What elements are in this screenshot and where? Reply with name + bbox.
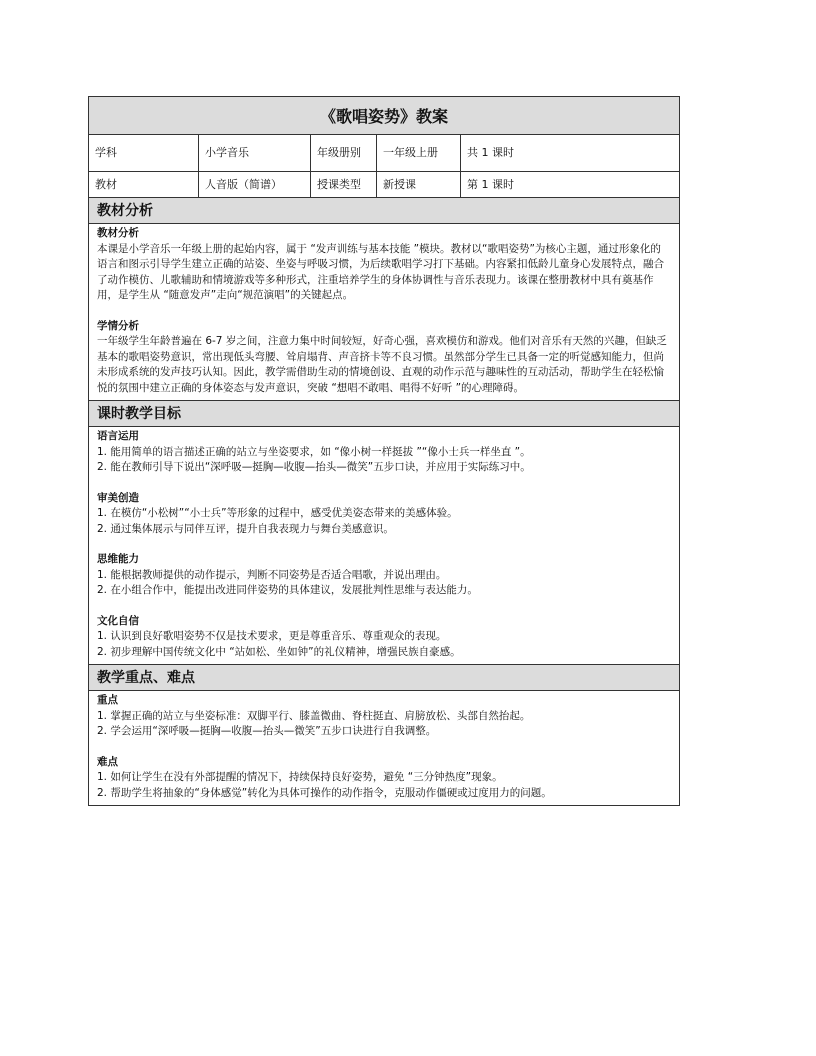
list-item: 1. 能用简单的语言描述正确的站立与坐姿要求，如 “像小树一样挺拔 ”“像小士兵一样坐直 ”。 bbox=[97, 445, 531, 458]
subheading: 文化自信 bbox=[97, 614, 139, 627]
info-row-1 bbox=[89, 135, 679, 172]
subject-label: 学科 bbox=[89, 135, 199, 171]
list-item: 1. 如何让学生在没有外部提醒的情况下，持续保持良好姿势，避免 “三分钟热度”现象。 bbox=[97, 771, 503, 783]
paragraph: 一年级学生年龄普遍在 6-7 岁之间，注意力集中时间较短，好奇心强，喜欢模仿和游戏。他们对音乐有天然的兴趣，但缺乏基本的歌唱姿势意识，常出现低头弯腰、耸肩塌背、声音挤卡等不良习惯。虽然部分学生已具备一定的听觉感知能力，但尚未形成系统的发声技巧认知。因此，教学需借助生动的情境创设、直观的动作示范与趣味性的互动活动，帮助学生在轻松愉悦的氛围中建立正确的身体姿态与发声意识，突破 “想唱不敢唱、唱得不好听 ”的心理障碍。 bbox=[97, 335, 667, 394]
lesson-type-value: 新授课 bbox=[377, 172, 461, 197]
section-heading-objectives: 课时教学目标 bbox=[89, 401, 679, 427]
subject-value: 小学音乐 bbox=[199, 135, 311, 171]
subheading: 学情分析 bbox=[97, 319, 139, 332]
list-item: 1. 在模仿“小松树”“小士兵”等形象的过程中，感受优美姿态带来的美感体验。 bbox=[97, 507, 458, 519]
list-item: 1. 掌握正确的站立与坐姿标准：双脚平行、膝盖微曲、脊柱挺直、肩膀放松、头部自然抬起。 bbox=[97, 709, 531, 722]
textbook-label: 教材 bbox=[89, 172, 199, 197]
lesson-type-label: 授课类型 bbox=[311, 172, 377, 197]
list-item: 2. 帮助学生将抽象的“身体感觉”转化为具体可操作的动作指令，克服动作僵硬或过度用力的问题。 bbox=[97, 786, 552, 799]
section-heading-key-points: 教学重点、难点 bbox=[89, 665, 679, 691]
section-body-analysis bbox=[89, 224, 679, 401]
section-body-objectives bbox=[89, 427, 679, 665]
list-item: 2. 通过集体展示与同伴互评，提升自我表现力与舞台美感意识。 bbox=[97, 522, 394, 535]
paragraph: 本课是小学音乐一年级上册的起始内容，属于 “发声训练与基本技能 ”模块。教材以“歌唱姿势”为核心主题，通过形象化的语言和图示引导学生建立正确的站姿、坐姿与呼吸习惯，为后续歌唱学习打下基础。内容紧扣低龄儿童身心发展特点，融合了动作模仿、儿歌辅助和情境游戏等多种形式，注重培养学生的身体协调性与音乐表现力。该课在整册教材中具有奠基作用，是学生从 “随意发声”走向“规范演唱”的关键起点。 bbox=[97, 242, 664, 301]
subheading: 审美创造 bbox=[97, 491, 139, 504]
section-heading-analysis: 教材分析 bbox=[89, 198, 679, 224]
list-item: 2. 学会运用“深呼吸—挺胸—收腹—抬头—微笑”五步口诀进行自我调整。 bbox=[97, 725, 437, 737]
total-hours: 共 1 课时 bbox=[467, 146, 514, 159]
list-item: 2. 在小组合作中，能提出改进同伴姿势的具体建议，发展批判性思维与表达能力。 bbox=[97, 584, 478, 596]
list-item: 2. 初步理解中国传统文化中 “站如松、坐如钟”的礼仪精神，增强民族自豪感。 bbox=[97, 645, 461, 658]
subheading: 难点 bbox=[97, 755, 118, 768]
list-item: 1. 认识到良好歌唱姿势不仅是技术要求，更是尊重音乐、尊重观众的表现。 bbox=[97, 630, 447, 642]
subheading: 思维能力 bbox=[97, 553, 139, 565]
page-title: 《歌唱姿势》教案 bbox=[89, 97, 679, 135]
grade-label: 年级册别 bbox=[311, 135, 377, 171]
grade-value: 一年级上册 bbox=[377, 135, 461, 171]
lesson-plan-table bbox=[88, 96, 680, 806]
subheading: 语言运用 bbox=[97, 430, 139, 442]
list-item: 2. 能在教师引导下说出“深呼吸—挺胸—收腹—抬头—微笑”五步口诀，并应用于实际练习中。 bbox=[97, 461, 531, 473]
current-hour: 第 1 课时 bbox=[467, 177, 514, 191]
section-body-key-points bbox=[89, 691, 679, 805]
list-item: 1. 能根据教师提供的动作提示，判断不同姿势是否适合唱歌，并说出理由。 bbox=[97, 568, 447, 581]
info-row-2 bbox=[89, 172, 679, 198]
subheading: 重点 bbox=[97, 694, 118, 706]
subheading: 教材分析 bbox=[97, 227, 139, 239]
textbook-value: 人音版（简谱） bbox=[199, 172, 311, 197]
